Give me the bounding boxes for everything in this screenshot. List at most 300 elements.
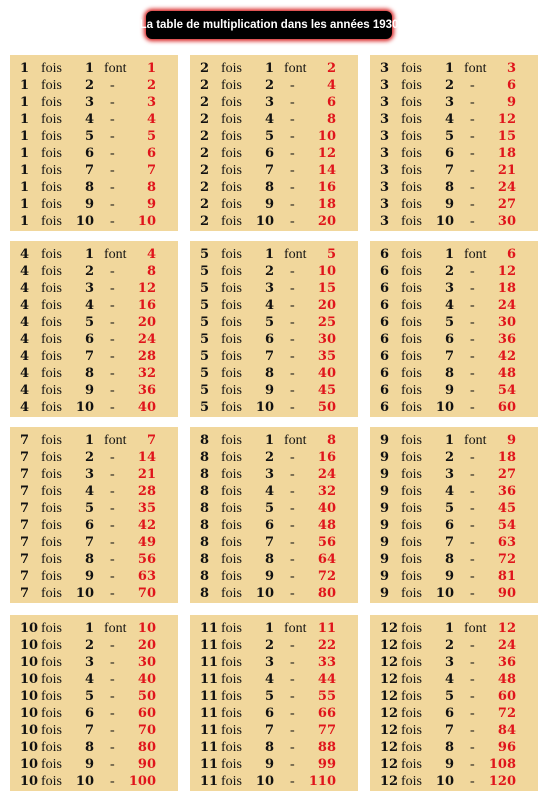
fois-label: fois [401,180,422,195]
multiplicand: 2 [200,214,210,229]
multiplier: 8 [264,180,274,195]
multiplier: 1 [264,433,274,448]
multiplier: 8 [444,552,454,567]
dash-separator: - [470,638,475,653]
dash-separator: - [290,95,295,110]
multiplier: 3 [264,95,274,110]
multiplicand: 1 [20,180,30,195]
product-result: 4 [326,78,336,93]
multiplier: 1 [84,247,94,262]
table-row [370,94,538,111]
multiplicand: 3 [380,112,390,127]
multiplier: 1 [84,61,94,76]
product-result: 24 [497,638,516,653]
fois-label: fois [401,298,422,313]
multiplicand: 1 [20,163,30,178]
table-row [370,654,538,671]
table-row [10,162,178,179]
dash-separator: - [290,757,295,772]
dash-separator: - [110,569,115,584]
fois-label: fois [41,586,62,601]
fois-label: fois [221,315,242,330]
dash-separator: - [470,757,475,772]
multiplicand: 4 [20,366,30,381]
table-8 [190,427,358,603]
multiplier: 6 [264,146,274,161]
table-row [190,568,358,585]
table-row [370,568,538,585]
multiplier: 5 [84,501,94,516]
multiplicand: 6 [380,366,390,381]
multiplicand: 11 [200,740,219,755]
page-title: La table de multiplication dans les années 1930 [146,11,392,39]
product-result: 6 [506,247,516,262]
product-result: 20 [317,298,336,313]
product-result: 7 [146,163,156,178]
product-result: 49 [137,535,156,550]
fois-label: fois [41,298,62,313]
table-row [10,297,178,314]
dash-separator: - [110,689,115,704]
dash-separator: - [110,298,115,313]
dash-separator: - [290,349,295,364]
dash-separator: - [110,264,115,279]
product-result: 21 [497,163,516,178]
fois-label: fois [41,501,62,516]
product-result: 1 [146,61,156,76]
product-result: 18 [497,450,516,465]
fois-label: fois [41,655,62,670]
fois-label: fois [41,569,62,584]
table-row [190,688,358,705]
product-result: 8 [326,433,336,448]
dash-separator: - [290,569,295,584]
multiplicand: 9 [380,501,390,516]
multiplicand: 12 [380,689,399,704]
product-result: 70 [137,723,156,738]
fois-label: fois [401,112,422,127]
multiplicand: 9 [380,535,390,550]
dash-separator: - [290,197,295,212]
multiplicand: 12 [380,774,399,789]
fois-label: fois [41,774,62,789]
multiplicand: 6 [380,264,390,279]
multiplicand: 4 [20,349,30,364]
table-row [10,365,178,382]
fois-label: fois [401,366,422,381]
dash-separator: - [290,214,295,229]
product-result: 60 [497,689,516,704]
product-result: 24 [317,467,336,482]
multiplicand: 4 [20,400,30,415]
table-row [190,705,358,722]
multiplier: 10 [435,400,454,415]
multiplier: 3 [264,281,274,296]
multiplicand: 5 [200,298,210,313]
fois-label: fois [401,433,422,448]
dash-separator: - [110,467,115,482]
product-result: 72 [317,569,336,584]
fois-label: fois [401,315,422,330]
product-result: 2 [146,78,156,93]
table-row [10,77,178,94]
fois-label: fois [41,450,62,465]
multiplier: 5 [84,689,94,704]
dash-separator: - [110,757,115,772]
dash-separator: - [290,484,295,499]
fois-label: fois [401,450,422,465]
table-row [10,382,178,399]
product-result: 84 [497,723,516,738]
font-label: font [104,621,127,636]
dash-separator: - [110,723,115,738]
table-10 [10,615,178,791]
table-row [190,671,358,688]
dash-separator: - [110,740,115,755]
multiplicand: 12 [380,757,399,772]
dash-separator: - [110,450,115,465]
table-row [10,263,178,280]
multiplicand: 5 [200,247,210,262]
product-result: 80 [137,740,156,755]
multiplier: 4 [264,672,274,687]
multiplicand: 10 [20,757,39,772]
multiplier: 10 [435,214,454,229]
table-row [190,637,358,654]
dash-separator: - [470,315,475,330]
table-row [190,585,358,602]
multiplicand: 8 [200,433,210,448]
product-result: 70 [137,586,156,601]
product-result: 28 [137,484,156,499]
fois-label: fois [41,689,62,704]
dash-separator: - [290,467,295,482]
font-label: font [104,247,127,262]
table-row [10,314,178,331]
dash-separator: - [470,264,475,279]
table-row [190,773,358,790]
product-result: 36 [137,383,156,398]
font-label: font [284,621,307,636]
fois-label: fois [401,383,422,398]
multiplier: 5 [264,501,274,516]
multiplier: 7 [84,723,94,738]
multiplicand: 9 [380,484,390,499]
multiplier: 7 [444,349,454,364]
fois-label: fois [401,281,422,296]
multiplier: 6 [84,518,94,533]
product-result: 60 [497,400,516,415]
multiplicand: 4 [20,281,30,296]
multiplicand: 2 [200,129,210,144]
dash-separator: - [110,706,115,721]
dash-separator: - [470,146,475,161]
multiplicand: 10 [20,689,39,704]
multiplier: 6 [444,146,454,161]
multiplier: 5 [264,315,274,330]
font-label: font [284,61,307,76]
dash-separator: - [290,689,295,704]
fois-label: fois [221,552,242,567]
dash-separator: - [110,180,115,195]
product-result: 16 [137,298,156,313]
multiplicand: 7 [20,501,30,516]
multiplicand: 5 [200,264,210,279]
multiplicand: 4 [20,298,30,313]
multiplier: 6 [84,706,94,721]
multiplier: 7 [264,723,274,738]
product-result: 36 [497,332,516,347]
fois-label: fois [401,723,422,738]
fois-label: fois [221,281,242,296]
fois-label: fois [41,740,62,755]
table-row [190,449,358,466]
product-result: 24 [137,332,156,347]
multiplicand: 2 [200,61,210,76]
table-row [10,483,178,500]
product-result: 11 [317,621,336,636]
multiplicand: 7 [20,569,30,584]
multiplicand: 9 [380,552,390,567]
fois-label: fois [221,247,242,262]
multiplicand: 6 [380,247,390,262]
fois-label: fois [41,349,62,364]
product-result: 66 [317,706,336,721]
fois-label: fois [221,298,242,313]
multiplier: 7 [84,349,94,364]
dash-separator: - [290,723,295,738]
fois-label: fois [41,163,62,178]
table-row [10,551,178,568]
dash-separator: - [290,112,295,127]
table-row [190,314,358,331]
fois-label: fois [221,655,242,670]
fois-label: fois [401,757,422,772]
dash-separator: - [110,214,115,229]
dash-separator: - [470,112,475,127]
product-result: 88 [317,740,336,755]
font-label: font [464,621,487,636]
table-row [190,60,358,77]
fois-label: fois [221,112,242,127]
font-label: font [464,247,487,262]
dash-separator: - [290,315,295,330]
fois-label: fois [401,247,422,262]
dash-separator: - [110,78,115,93]
table-row [370,297,538,314]
fois-label: fois [41,433,62,448]
multiplier: 4 [444,484,454,499]
multiplicand: 10 [20,621,39,636]
multiplicand: 6 [380,298,390,313]
product-result: 90 [497,586,516,601]
multiplicand: 7 [20,552,30,567]
table-row [10,399,178,416]
dash-separator: - [290,586,295,601]
fois-label: fois [41,484,62,499]
multiplier: 4 [84,298,94,313]
dash-separator: - [470,535,475,550]
table-6 [370,241,538,417]
multiplicand: 10 [20,774,39,789]
fois-label: fois [41,264,62,279]
table-1 [10,55,178,231]
multiplicand: 2 [200,78,210,93]
table-row [10,705,178,722]
multiplier: 8 [264,740,274,755]
multiplier: 4 [264,298,274,313]
dash-separator: - [110,197,115,212]
fois-label: fois [401,774,422,789]
dash-separator: - [110,535,115,550]
table-row [370,179,538,196]
multiplier: 2 [84,450,94,465]
table-row [370,162,538,179]
table-row [10,280,178,297]
multiplier: 8 [84,740,94,755]
product-result: 8 [146,180,156,195]
fois-label: fois [401,146,422,161]
multiplicand: 9 [380,518,390,533]
dash-separator: - [110,146,115,161]
multiplier: 9 [84,757,94,772]
product-result: 40 [137,400,156,415]
dash-separator: - [470,197,475,212]
product-result: 14 [137,450,156,465]
fois-label: fois [221,433,242,448]
dash-separator: - [470,569,475,584]
dash-separator: - [470,298,475,313]
table-row [10,773,178,790]
fois-label: fois [221,621,242,636]
dash-separator: - [110,518,115,533]
multiplier: 7 [444,723,454,738]
multiplier: 3 [84,281,94,296]
table-row [370,739,538,756]
product-result: 56 [137,552,156,567]
multiplier: 9 [444,197,454,212]
multiplicand: 3 [380,163,390,178]
multiplicand: 6 [380,400,390,415]
multiplicand: 7 [20,467,30,482]
table-row [190,654,358,671]
table-row [10,449,178,466]
multiplier: 10 [75,774,94,789]
fois-label: fois [41,706,62,721]
multiplier: 9 [264,569,274,584]
multiplicand: 12 [380,672,399,687]
fois-label: fois [41,535,62,550]
fois-label: fois [221,366,242,381]
multiplier: 9 [444,569,454,584]
dash-separator: - [470,366,475,381]
fois-label: fois [221,740,242,755]
multiplicand: 2 [200,95,210,110]
dash-separator: - [110,638,115,653]
fois-label: fois [221,706,242,721]
dash-separator: - [470,450,475,465]
fois-label: fois [41,757,62,772]
dash-separator: - [470,129,475,144]
product-result: 40 [137,672,156,687]
table-5 [190,241,358,417]
dash-separator: - [110,501,115,516]
table-row [190,162,358,179]
fois-label: fois [401,467,422,482]
table-row [10,739,178,756]
fois-label: fois [221,586,242,601]
font-label: font [464,61,487,76]
dash-separator: - [290,655,295,670]
product-result: 45 [497,501,516,516]
dash-separator: - [110,672,115,687]
table-11 [190,615,358,791]
fois-label: fois [401,400,422,415]
multiplicand: 11 [200,723,219,738]
fois-label: fois [221,484,242,499]
dash-separator: - [110,400,115,415]
multiplicand: 4 [20,247,30,262]
product-result: 40 [317,366,336,381]
multiplicand: 2 [200,197,210,212]
fois-label: fois [41,552,62,567]
table-row [10,620,178,637]
product-result: 10 [137,214,156,229]
product-result: 20 [137,638,156,653]
table-row [370,432,538,449]
table-row [370,128,538,145]
product-result: 8 [326,112,336,127]
table-row [10,179,178,196]
multiplier: 5 [444,129,454,144]
multiplicand: 5 [200,332,210,347]
multiplicand: 9 [380,467,390,482]
table-row [370,196,538,213]
table-row [370,671,538,688]
fois-label: fois [401,264,422,279]
fois-label: fois [221,129,242,144]
dash-separator: - [290,638,295,653]
multiplicand: 12 [380,638,399,653]
fois-label: fois [221,723,242,738]
multiplicand: 1 [20,112,30,127]
multiplicand: 8 [200,450,210,465]
product-result: 10 [317,129,336,144]
multiplicand: 5 [200,281,210,296]
fois-label: fois [221,163,242,178]
table-row [370,145,538,162]
table-row [190,77,358,94]
product-result: 10 [317,264,336,279]
multiplicand: 6 [380,349,390,364]
dash-separator: - [110,112,115,127]
product-result: 5 [146,129,156,144]
dash-separator: - [470,723,475,738]
multiplicand: 11 [200,757,219,772]
fois-label: fois [41,146,62,161]
table-row [190,111,358,128]
table-row [370,382,538,399]
dash-separator: - [290,672,295,687]
fois-label: fois [221,61,242,76]
table-row [10,517,178,534]
table-row [190,739,358,756]
fois-label: fois [401,129,422,144]
product-result: 30 [497,214,516,229]
dash-separator: - [290,146,295,161]
product-result: 45 [317,383,336,398]
multiplicand: 4 [20,332,30,347]
